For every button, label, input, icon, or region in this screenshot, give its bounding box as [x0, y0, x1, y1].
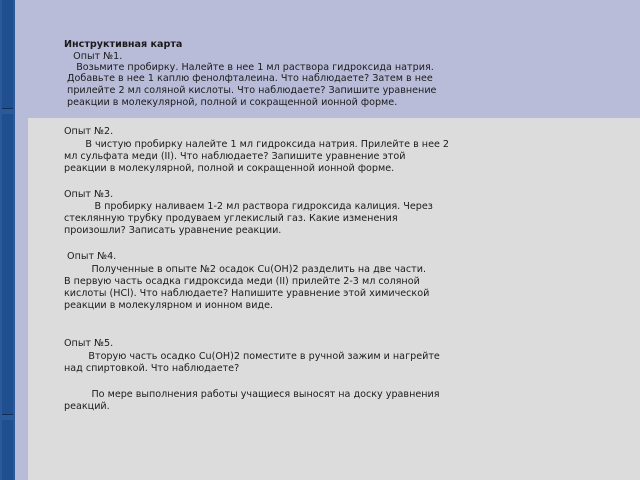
exp4-line: В первую часть осадка гидроксида меди (II) прилейте 2-3 мл соляной — [64, 276, 420, 287]
exp2-line: мл сульфата меди (II). Что наблюдаете? Запишите уравнение этой — [64, 151, 406, 162]
exp4-line: реакции в молекулярном и ионном виде. — [64, 300, 274, 311]
exp2-line: реакции в молекулярной, полной и сокращенной ионной форме. — [64, 163, 395, 174]
exp1-line: Добавьте в нее 1 каплю фенолфталеина. Что наблюдаете? Затем в нее — [64, 73, 433, 84]
exp4-line: кислоты (HCl). Что наблюдаете? Напишите уравнение этой химической — [64, 288, 430, 299]
exp1-line: реакции в молекулярной, полной и сокращенной ионной форме. — [64, 97, 398, 108]
exp5-line: над спиртовкой. Что наблюдаете? — [64, 363, 240, 374]
exp1-line: прилейте 2 мл соляной кислоты. Что наблюдаете? Запишите уравнение — [64, 85, 437, 96]
exp3-heading: Опыт №3. — [64, 189, 114, 200]
exp3-line: В пробирку наливаем 1-2 мл раствора гидроксида калиция. Через — [64, 201, 433, 212]
left-bar-segment — [2, 420, 13, 480]
closing-line: По мере выполнения работы учащиеся выносят на доску уравнения — [64, 389, 440, 400]
exp5-line: Вторую часть осадко Cu(OH)2 поместите в ручной зажим и нагрейте — [64, 351, 440, 362]
card-title: Инструктивная карта — [64, 39, 183, 50]
closing-line: реакций. — [64, 401, 110, 412]
exp4-heading: Опыт №4. — [64, 251, 117, 262]
exp4-line: Полученные в опыте №2 осадок Cu(OH)2 разделить на две части. — [64, 264, 427, 275]
exp1-line: Возьмите пробирку. Налейте в нее 1 мл раствора гидроксида натрия. — [64, 62, 434, 73]
exp1-heading: Опыт №1. — [64, 51, 123, 62]
left-bar-segment — [2, 0, 13, 109]
exp3-line: стеклянную трубку продуваем углекислый газ. Какие изменения — [64, 213, 398, 224]
exp5-heading: Опыт №5. — [64, 338, 114, 349]
exp2-heading: Опыт №2. — [64, 126, 114, 137]
left-bar-segment — [2, 114, 13, 415]
exp2-line: В чистую пробирку налейте 1 мл гидроксида натрия. Прилейте в нее 2 — [64, 139, 450, 150]
exp3-line: произошли? Записать уравнение реакции. — [64, 225, 282, 236]
left-decorative-bar — [0, 0, 15, 480]
